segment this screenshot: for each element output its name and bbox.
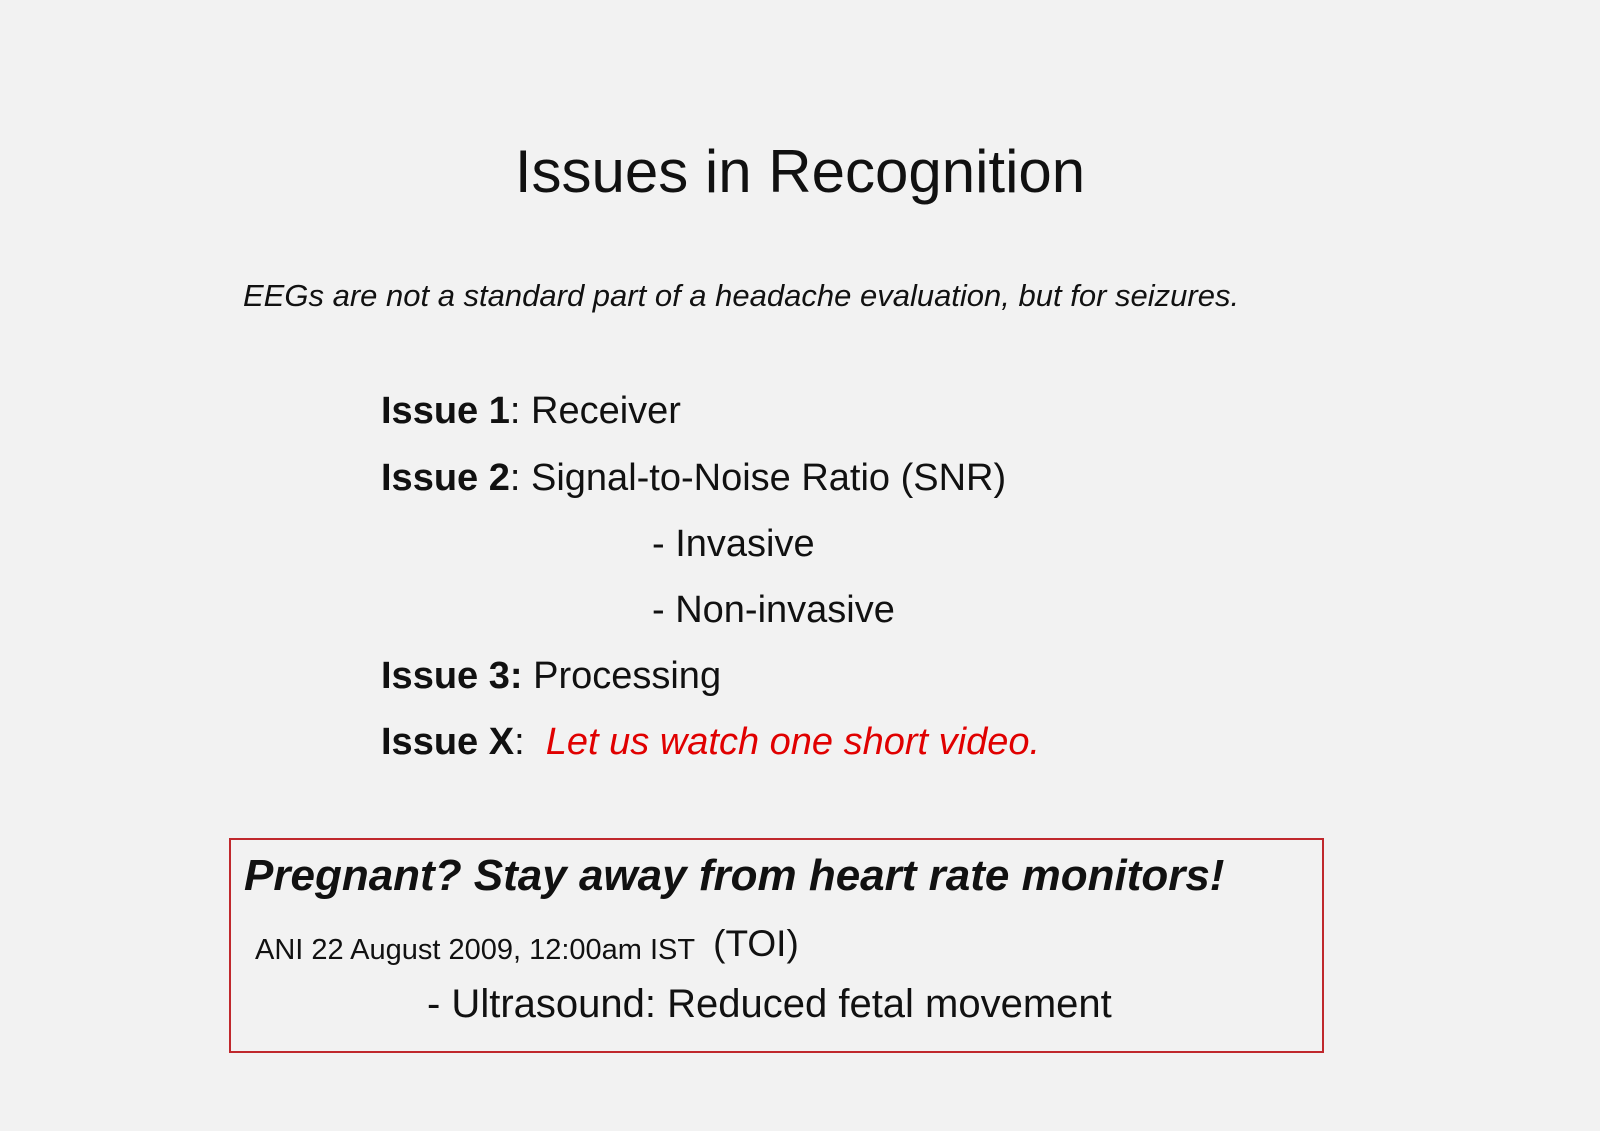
issue-3-label: Issue 3: <box>381 655 523 697</box>
issue-2-label: Issue 2 <box>381 457 510 499</box>
issue-3-separator <box>523 655 534 697</box>
issue-1-separator: : <box>509 390 531 432</box>
issue-1-label: Issue 1 <box>381 390 510 432</box>
snr-subitem-non-invasive: - Non-invasive <box>652 589 895 631</box>
issue-x-separator: : <box>514 721 546 763</box>
issue-3-text: Processing <box>533 655 722 697</box>
news-byline: ANI 22 August 2009, 12:00am IST <box>255 934 696 966</box>
slide-title: Issues in Recognition <box>514 138 1086 205</box>
snr-subitem-invasive: - Invasive <box>652 523 815 565</box>
issue-x <box>381 723 1040 761</box>
issue-1-text: Receiver <box>531 390 681 432</box>
issue-2 <box>381 459 1006 497</box>
issue-x-text: Let us watch one short video. <box>545 721 1041 763</box>
news-finding: - Ultrasound: Reduced fetal movement <box>427 982 1112 1026</box>
news-source <box>255 923 799 966</box>
news-outlet: (TOI) <box>713 923 799 964</box>
issue-2-separator: : <box>509 457 531 499</box>
issue-1 <box>381 392 681 430</box>
news-box <box>229 838 1324 1053</box>
slide-subtitle: EEGs are not a standard part of a headache evaluation, but for seizures. <box>243 278 1240 313</box>
issue-3 <box>381 657 721 695</box>
news-headline: Pregnant? Stay away from heart rate monitors! <box>244 851 1225 900</box>
issue-x-label: Issue X <box>381 721 515 763</box>
issue-2-text: Signal-to-Noise Ratio (SNR) <box>531 457 1007 499</box>
